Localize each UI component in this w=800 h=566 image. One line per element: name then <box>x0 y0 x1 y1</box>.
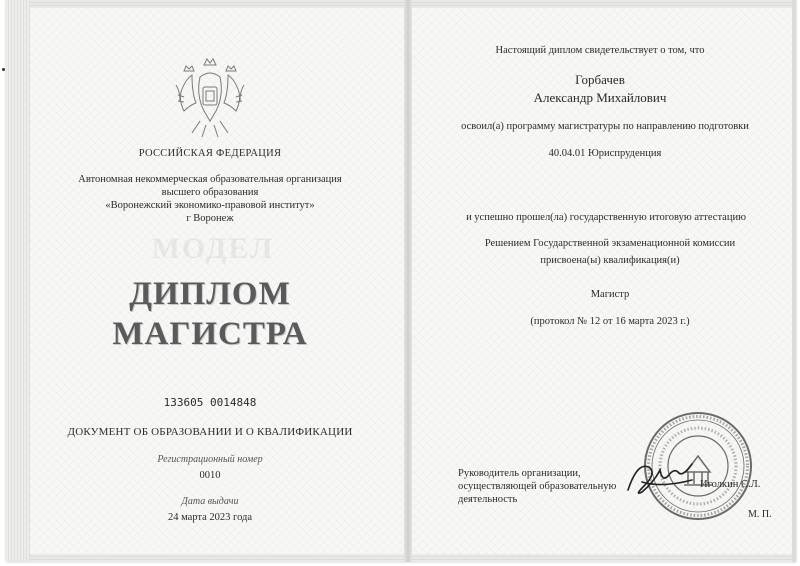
country-name: РОССИЙСКАЯ ФЕДЕРАЦИЯ <box>138 148 282 159</box>
graduate-surname: Горбачев <box>575 72 625 87</box>
diploma-title-line-2: МАГИСТРА <box>112 316 308 352</box>
program-statement: освоил(а) программу магистратуры по направлению подготовки <box>461 121 749 132</box>
page-edge-left <box>6 0 30 562</box>
organization-name <box>60 173 360 225</box>
serial-number: 133605 0014848 <box>163 396 257 409</box>
commission-decision-line-1: Решением Государственной экзаменационной комиссии <box>484 238 736 249</box>
registration-number-label: Регистрационный номер <box>157 454 263 465</box>
issue-date-label: Дата выдачи <box>181 496 239 507</box>
graduate-given-names: Александр Михайлович <box>533 90 667 105</box>
registration-number-value: 0010 <box>199 470 221 481</box>
protocol-reference: (протокол № 12 от 16 марта 2023 г.) <box>530 316 690 327</box>
certification-intro: Настоящий диплом свидетельствует о том, что <box>495 45 705 56</box>
signer-name: Иголкин С.Л. <box>700 479 761 490</box>
organization-line-3: «Воронежский экономико-правовой институт» <box>105 200 315 211</box>
diploma-title-line-1: ДИПЛОМ <box>129 276 291 312</box>
study-direction: 40.04.01 Юриспруденция <box>548 148 662 159</box>
page-edge-right <box>792 0 796 562</box>
signature-icon <box>622 452 702 502</box>
scan-dot <box>2 68 5 71</box>
watermark-ghost-text: МОДЕЛ <box>151 232 275 265</box>
attestation-statement: и успешно прошел(ла) государственную итоговую аттестацию <box>466 212 746 223</box>
document-type: ДОКУМЕНТ ОБ ОБРАЗОВАНИИ И О КВАЛИФИКАЦИИ <box>67 426 353 438</box>
organization-head-label: Руководитель организации, осуществляющей образовательную деятельность <box>458 468 617 505</box>
organization-line-4: г Воронеж <box>186 213 234 224</box>
diploma-fold <box>404 0 412 562</box>
issue-date-value: 24 марта 2023 года <box>167 512 253 523</box>
stamp-place-label: М. П. <box>748 509 772 520</box>
double-headed-eagle-emblem-icon <box>170 55 250 141</box>
commission-decision-line-2: присвоена(ы) квалификация(и) <box>540 255 680 266</box>
qualification-value: Магистр <box>590 289 630 300</box>
organization-line-1: Автономная некоммерческая образовательная организация <box>78 174 342 185</box>
organization-line-2: высшего образования <box>161 187 259 198</box>
